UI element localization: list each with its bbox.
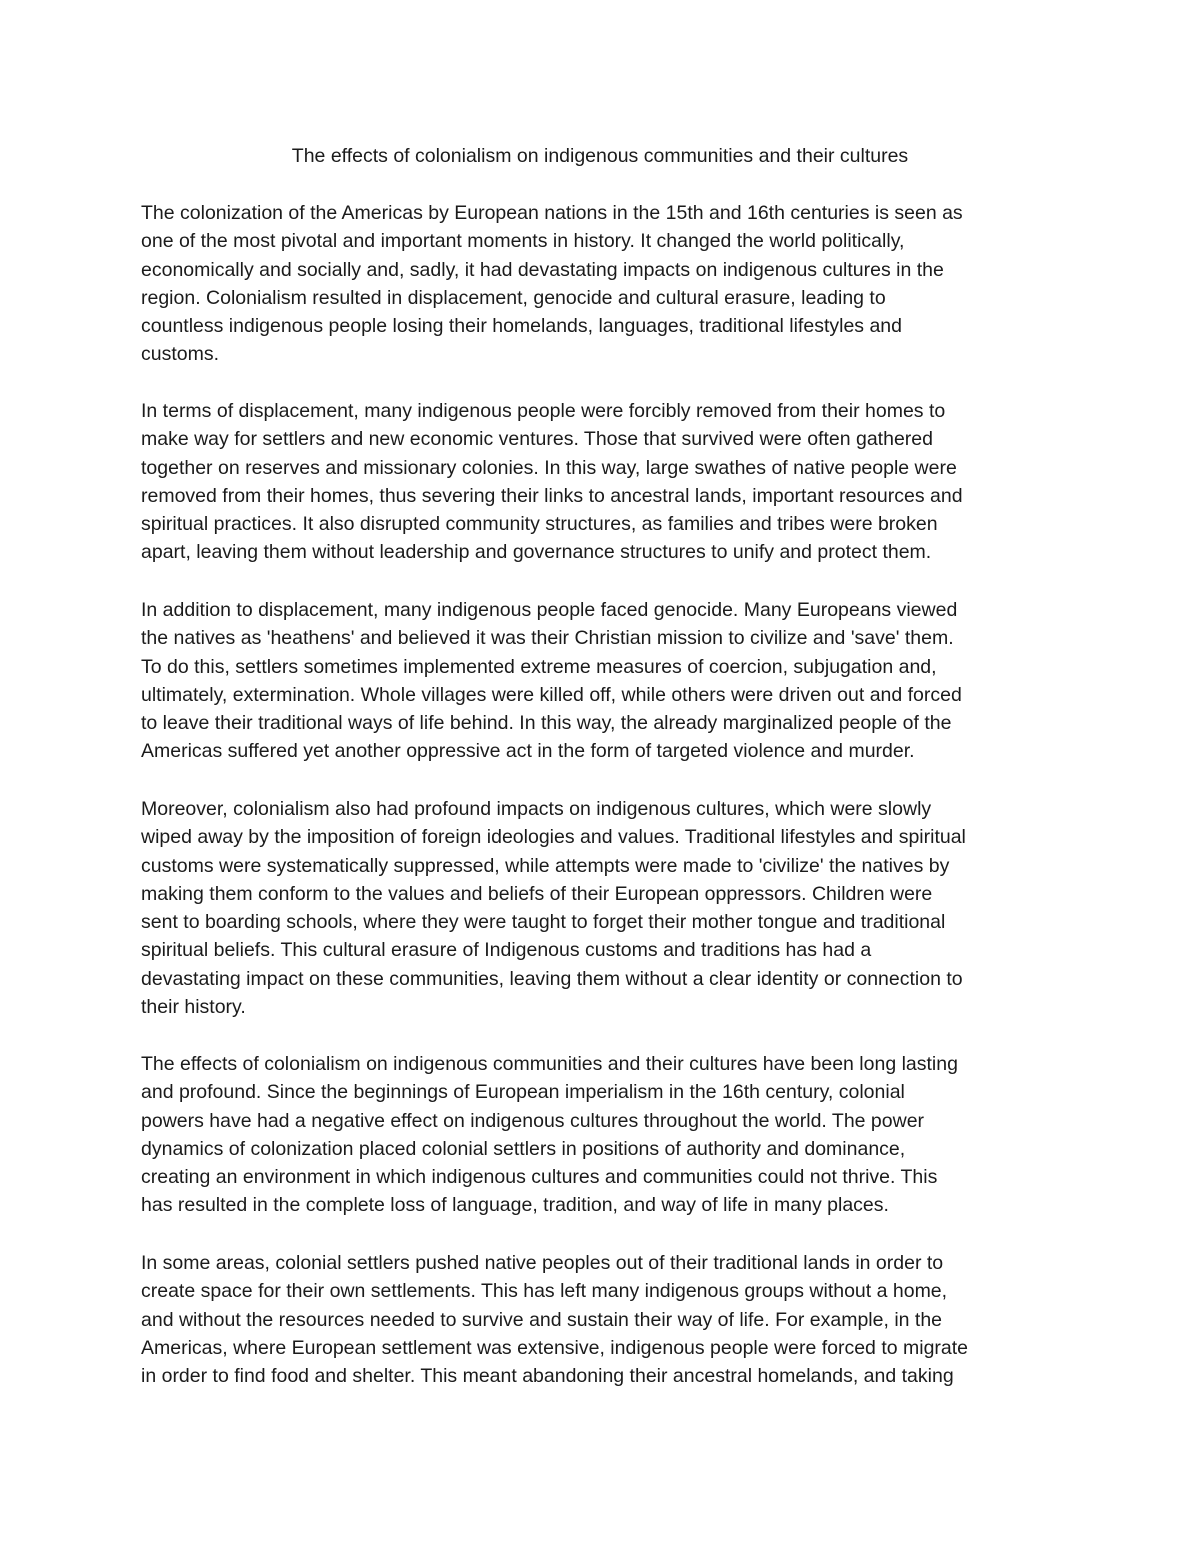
text-line: make way for settlers and new economic ventures. Those that survived were often gathered — [141, 428, 933, 451]
text-line: create space for their own settlements. This has left many indigenous groups without a home, — [141, 1280, 948, 1303]
text-line: In some areas, colonial settlers pushed native peoples out of their traditional lands in order to — [141, 1252, 944, 1274]
text-line: one of the most pivotal and important moments in history. It changed the world politically, — [141, 230, 905, 253]
text-line: removed from their homes, thus severing their links to ancestral lands, important resources and — [141, 484, 963, 507]
paragraph-5 — [141, 1050, 958, 1220]
text-line: region. Colonialism resulted in displacement, genocide and cultural erasure, leading to — [141, 286, 886, 309]
text-line: The effects of colonialism on indigenous communities and their cultures have been long lasting — [141, 1053, 958, 1075]
text-line: In addition to displacement, many indigenous people faced genocide. Many Europeans viewed — [141, 599, 958, 621]
text-line: spiritual beliefs. This cultural erasure of Indigenous customs and traditions has had a — [141, 939, 872, 962]
document-title: The effects of colonialism on indigenous communities and their cultures — [291, 145, 909, 167]
paragraph-3 — [141, 596, 962, 766]
text-line: countless indigenous people losing their homelands, languages, traditional lifestyles and — [141, 315, 902, 338]
text-line: making them conform to the values and beliefs of their European oppressors. Children were — [141, 882, 933, 905]
text-line: and without the resources needed to survive and sustain their way of life. For example, in the — [141, 1308, 943, 1331]
text-line: their history. — [141, 996, 246, 1019]
text-line: and profound. Since the beginnings of European imperialism in the 16th century, colonial — [141, 1081, 905, 1104]
text-line: has resulted in the complete loss of language, tradition, and way of life in many places. — [141, 1194, 889, 1217]
text-line: wiped away by the imposition of foreign ideologies and values. Traditional lifestyles and spiritual — [141, 826, 966, 849]
text-line: sent to boarding schools, where they were taught to forget their mother tongue and traditional — [141, 911, 946, 934]
text-line: Moreover, colonialism also had profound impacts on indigenous cultures, which were slowly — [141, 798, 932, 820]
text-line: The colonization of the Americas by European nations in the 15th and 16th centuries is seen as — [141, 202, 963, 224]
text-line: Americas suffered yet another oppressive act in the form of targeted violence and murder. — [141, 740, 915, 763]
text-line: together on reserves and missionary colonies. In this way, large swathes of native people were — [141, 456, 957, 479]
text-line: devastating impact on these communities, leaving them without a clear identity or connection to — [141, 967, 963, 990]
text-line: the natives as 'heathens' and believed it was their Christian mission to civilize and 'save' them. — [141, 627, 954, 650]
text-line: spiritual practices. It also disrupted community structures, as families and tribes were broken — [141, 513, 938, 536]
text-line: To do this, settlers sometimes implemented extreme measures of coercion, subjugation and, — [141, 655, 937, 678]
paragraph-6 — [141, 1249, 968, 1390]
text-line: apart, leaving them without leadership and governance structures to unify and protect them. — [141, 541, 932, 564]
text-line: customs were systematically suppressed, while attempts were made to 'civilize' the natives by — [141, 854, 950, 877]
text-line: ultimately, extermination. Whole villages were killed off, while others were driven out and forced — [141, 683, 962, 706]
text-line: dynamics of colonization placed colonial settlers in positions of authority and dominance, — [141, 1137, 906, 1160]
text-line: powers have had a negative effect on indigenous cultures throughout the world. The power — [141, 1109, 925, 1132]
text-line: in order to find food and shelter. This meant abandoning their ancestral homelands, and taking — [141, 1365, 954, 1388]
text-line: to leave their traditional ways of life behind. In this way, the already marginalized people of the — [141, 712, 952, 735]
paragraph-2 — [141, 397, 963, 567]
paragraph-4 — [141, 795, 966, 1021]
text-line: customs. — [141, 343, 220, 366]
paragraph-1 — [141, 199, 963, 369]
text-line: economically and socially and, sadly, it had devastating impacts on indigenous cultures in the — [141, 258, 944, 281]
text-line: In terms of displacement, many indigenous people were forcibly removed from their homes to — [141, 400, 946, 422]
text-line: creating an environment in which indigenous cultures and communities could not thrive. This — [141, 1166, 938, 1189]
text-line: Americas, where European settlement was extensive, indigenous people were forced to migrate — [141, 1336, 969, 1359]
